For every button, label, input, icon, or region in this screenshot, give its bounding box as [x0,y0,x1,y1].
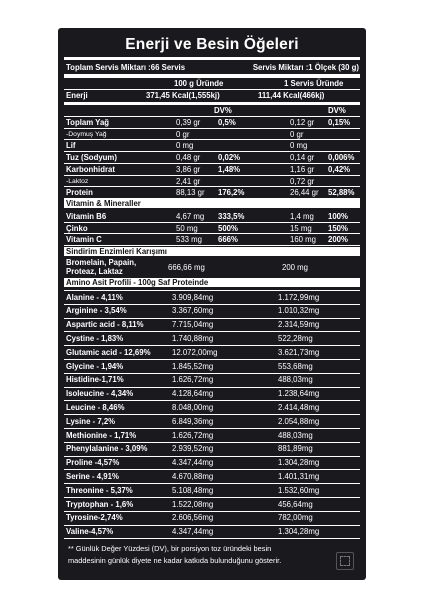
amino-label: Cystine - 1,83% [66,333,124,343]
macro-value-serving: 0,12 gr [290,118,315,127]
amino-value-100g: 4.128,64mg [172,389,214,399]
vitamin-value-serving: 160 mg [290,235,317,245]
macro-dv-100g: 1,48% [218,164,241,174]
row-divider [64,497,360,498]
divider [64,89,360,90]
amino-value-100g: 1.522,08mg [172,499,214,509]
enzymes-label-line2: Proteaz, Laktaz [66,267,123,276]
macro-dv-100g: 0,5% [218,118,236,127]
macro-label: Protein [66,188,93,198]
amino-value-100g: 5.108,48mg [172,485,214,495]
enzymes-value-100g: 666,66 mg [168,263,205,272]
macro-dv-serving: 0,15% [328,118,351,127]
amino-value-100g: 1.845,52mg [172,361,214,371]
macro-value-serving: 26,44 gr [290,188,319,198]
macro-label: Tuz (Sodyum) [66,153,117,163]
vitamin-dv-100g: 500% [218,223,238,233]
vitamin-dv-serving: 100% [328,211,348,221]
amino-value-serving: 456,64mg [278,499,313,509]
macro-value-100g: 0,39 gr [176,118,201,127]
row-divider [64,163,360,164]
amino-value-serving: 1.304,28mg [278,527,320,537]
macro-value-serving: 1,16 gr [290,164,315,174]
macro-value-100g: 0,48 gr [176,153,201,163]
title-divider [64,57,360,60]
row-divider [64,139,360,140]
row-divider [64,233,360,234]
row-divider [64,469,360,470]
amino-label: Leucine - 8,46% [66,402,125,412]
amino-value-100g: 3.909,84mg [172,292,214,302]
vitamin-value-serving: 15 mg [290,223,312,233]
amino-label: Isoleucine - 4,34% [66,389,134,399]
amino-value-serving: 1.401,31mg [278,471,320,481]
macro-dv-100g: 176,2% [218,188,245,198]
row-divider [64,428,360,429]
macro-label: Lif [66,141,76,151]
amino-label: Glutamic acid - 12,69% [66,347,151,357]
macro-dv-100g: 0,02% [218,153,241,163]
row-divider [64,345,360,346]
amino-value-100g: 1.740,88mg [172,333,214,343]
amino-label: Proline -4,57% [66,458,120,468]
macro-label: -Doymuş Yağ [66,130,107,138]
macro-value-serving: 0 mg [290,141,308,151]
row-divider [64,456,360,457]
row-divider [64,538,360,539]
amino-value-100g: 2.939,52mg [172,444,214,454]
energy-serving: 111,44 Kcal(466kj) [258,91,325,100]
amino-header: Amino Asit Profili - 100g Saf Proteinde [64,278,360,287]
macro-dv-serving: 0,42% [328,164,351,174]
dv-header-100g: DV% [214,106,232,115]
vitamin-dv-100g: 333,5% [218,211,245,221]
macro-value-100g: 0 mg [176,141,194,151]
amino-value-serving: 553,68mg [278,361,313,371]
macro-dv-serving: 0,006% [328,153,355,163]
energy-100g: 371,45 Kcal(1,555kj) [146,91,220,100]
amino-value-100g: 4.347,44mg [172,527,214,537]
column-header-serving: 1 Servis Üründe [284,79,344,88]
amino-value-serving: 2.054,88mg [278,416,320,426]
vitamin-label: Vitamin C [66,235,102,245]
amino-value-100g: 6.849,36mg [172,416,214,426]
amino-value-serving: 1.238,64mg [278,389,320,399]
amino-value-100g: 7.715,04mg [172,320,214,330]
enzymes-header: Sindirim Enzimleri Karışımı [64,247,360,256]
amino-value-serving: 2.414,48mg [278,402,320,412]
row-divider [64,359,360,360]
row-divider [64,151,360,152]
row-divider [64,414,360,415]
amino-value-100g: 1.626,72mg [172,430,214,440]
header-divider [64,74,360,78]
vitamin-label: Çinko [66,223,88,233]
vitamin-label: Vitamin B6 [66,211,107,221]
amino-value-100g: 2.606,56mg [172,513,214,523]
nutrition-facts-panel [58,28,366,580]
enzymes-value-serving: 200 mg [282,263,309,272]
dv-header-serving: DV% [328,106,346,115]
amino-value-100g: 3.367,60mg [172,306,214,316]
row-divider [64,525,360,526]
amino-label: Methionine - 1,71% [66,430,137,440]
row-divider [64,331,360,332]
row-divider [64,318,360,319]
panel-title: Enerji ve Besin Öğeleri [125,36,299,53]
amino-value-serving: 1.172,99mg [278,292,320,302]
amino-label: Phenylalanine - 3,09% [66,444,148,454]
energy-label: Enerji [66,91,88,100]
row-divider [64,175,360,176]
amino-label: Tryptophan - 1,6% [66,499,134,509]
amino-value-serving: 1.532,60mg [278,485,320,495]
column-header-100g: 100 g Üründe [174,79,224,88]
row-divider [64,387,360,388]
amino-label: Histidine-1,71% [66,375,124,385]
amino-value-serving: 1.010,32mg [278,306,320,316]
amino-value-100g: 12.072,00mg [172,347,218,357]
vitamin-dv-serving: 150% [328,223,348,233]
amino-label: Tyrosine-2,74% [66,513,123,523]
amino-value-serving: 2.314,59mg [278,320,320,330]
amino-value-100g: 4.347,44mg [172,458,214,468]
macro-value-100g: 0 gr [176,129,190,139]
macro-value-100g: 88,13 gr [176,188,205,198]
vitamins-header: Vitamin & Mineraller [64,199,360,208]
amino-value-serving: 488,03mg [278,430,313,440]
amino-value-100g: 8.048,00mg [172,402,214,412]
amino-label: Alanine - 4,11% [66,292,123,302]
vitamin-value-100g: 533 mg [176,235,203,245]
row-divider [64,222,360,223]
enzymes-label-line1: Bromelain, Papain, [66,258,137,267]
vitamin-dv-serving: 200% [328,235,348,245]
amino-value-100g: 1.626,72mg [172,375,214,385]
footnote-line1: ** Günlük Değer Yüzdesi (DV), bir porsiyon toz üründeki besin [68,544,272,554]
amino-label: Arginine - 3,54% [66,306,127,316]
amino-label: Glycine - 1,94% [66,361,124,371]
amino-label: Aspartic acid - 8,11% [66,320,144,330]
amino-label: Lysine - 7,2% [66,416,116,426]
amino-label: Threonine - 5,37% [66,485,133,495]
row-divider [64,128,360,129]
vitamin-value-serving: 1,4 mg [290,211,314,221]
macro-label: Karbonhidrat [66,164,115,174]
vitamin-value-100g: 4,67 mg [176,211,205,221]
amino-value-serving: 881,89mg [278,444,313,454]
amino-label: Valine-4,57% [66,527,114,537]
macro-value-serving: 0,14 gr [290,153,315,163]
row-divider [64,116,360,117]
row-divider [64,442,360,443]
total-servings: Toplam Servis Miktarı :66 Servis [66,63,186,72]
vitamin-dv-100g: 666% [218,235,238,245]
macro-value-serving: 0,72 gr [290,176,315,186]
row-divider [64,290,360,291]
footnote-line2: maddesinin günlük diyete ne kadar katkıda bulunduğunu gösterir. [68,556,282,566]
macro-value-100g: 3,86 gr [176,164,201,174]
amino-value-serving: 3.621,73mg [278,347,320,357]
macro-dv-serving: 52,88% [328,188,355,198]
row-divider [64,304,360,305]
amino-value-100g: 4.670,88mg [172,471,214,481]
row-divider [64,483,360,484]
macro-label: -Laktoz [66,177,89,185]
macro-label: Toplam Yağ [66,118,110,127]
macro-value-serving: 0 gr [290,129,304,139]
amino-value-serving: 782,00mg [278,513,313,523]
image-placeholder-icon [336,552,354,570]
vitamin-value-100g: 50 mg [176,223,198,233]
amino-value-serving: 522,28mg [278,333,313,343]
energy-divider [64,102,360,105]
row-divider [64,373,360,374]
row-divider [64,186,360,187]
amino-value-serving: 1.304,28mg [278,458,320,468]
serving-size: Servis Miktarı :1 Ölçek (30 g) [252,63,359,72]
amino-label: Serine - 4,91% [66,471,119,481]
macro-value-100g: 2,41 gr [176,176,201,186]
row-divider [64,511,360,512]
row-divider [64,400,360,401]
amino-value-serving: 488,03mg [278,375,313,385]
